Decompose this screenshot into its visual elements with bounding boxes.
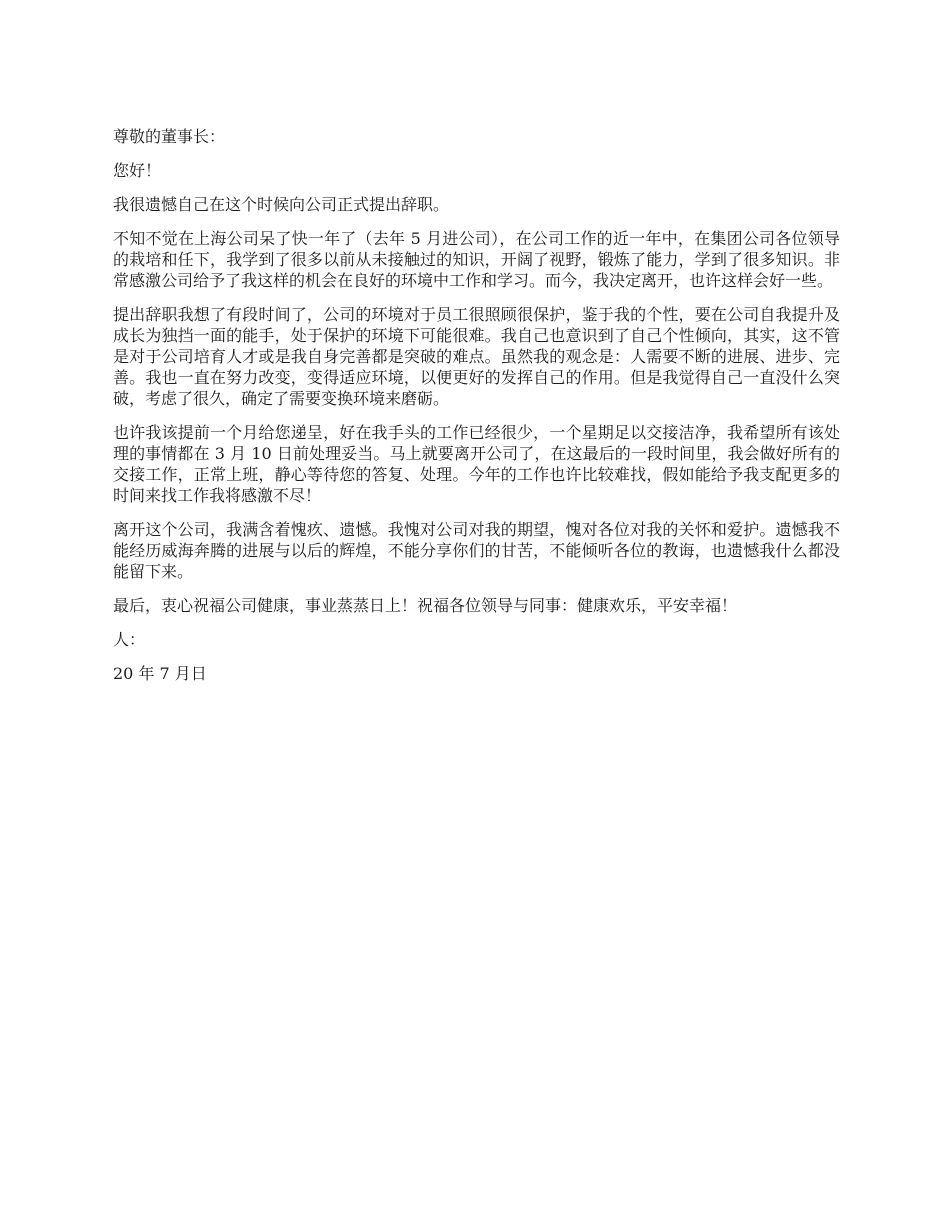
paragraph-intro: 我很遗憾自己在这个时候向公司正式提出辞职。	[113, 195, 450, 214]
paragraph-reason: 提出辞职我想了有段时间了，公司的环境对于员工很照顾很保护，鉴于我的个性，要在公司自我提升及成长为独挡一面的能手，处于保护的环境下可能很难。我自己也意识到了自己个性倾向，其实，这不管是对于公司培育人才或是我自身完善都是突破的难点。虽然我的观念是：人需要不断的进展、进步、完善。我也一直在努力改变，变得适应环境，以便更好的发挥自己的作用。但是我觉得自己一直没什么突破，考虑了很久，确定了需要变换环境来磨砺。	[113, 305, 840, 408]
signature-line: 人：	[113, 630, 146, 649]
paragraph-experience: 不知不觉在上海公司呆了快一年了（去年 5 月进公司），在公司工作的近一年中，在集团公司各位领导的栽培和任下，我学到了很多以前从未接触过的知识，开阔了视野，锻炼了能力，学到了很多知识。非常感激公司给予了我这样的机会在良好的环境中工作和学习。而今，我决定离开，也许这样会好一些。	[113, 229, 840, 290]
salutation: 尊敬的董事长：	[113, 127, 226, 146]
paragraph-handover: 也许我该提前一个月给您递呈，好在我手头的工作已经很少，一个星期足以交接洁净，我希望所有该处理的事情都在 3 月 10 日前处理妥当。马上就要离开公司了，在这最后的一段时间里，我会做好所有的交接工作，正常上班，静心等待您的答复、处理。今年的工作也许比较难找，假如能给予我支配更多的时间来找工作我将感激不尽！	[113, 423, 840, 505]
greeting: 您好！	[113, 161, 162, 180]
paragraph-regret: 离开这个公司，我满含着愧疚、遗憾。我愧对公司对我的期望，愧对各位对我的关怀和爱护。遗憾我不能经历威海奔腾的进展与以后的辉煌，不能分享你们的甘苦，不能倾听各位的教诲，也遗憾我什么都没能留下来。	[113, 520, 840, 581]
letter-body	[113, 126, 840, 697]
paragraph-blessing: 最后，衷心祝福公司健康，事业蒸蒸日上！祝福各位领导与同事：健康欢乐，平安幸福！	[113, 596, 738, 615]
date-line: 20 年 7 月日	[113, 664, 207, 683]
